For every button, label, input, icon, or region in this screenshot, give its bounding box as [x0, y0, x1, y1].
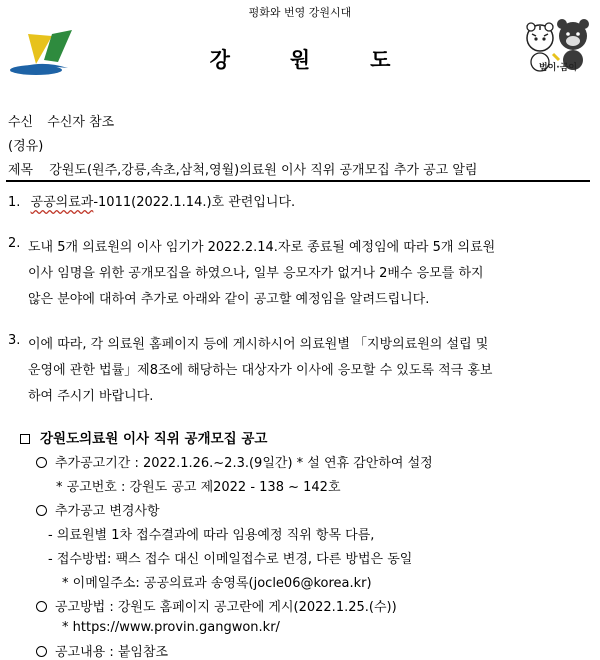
p2-line-1: 도내 5개 의료원의 이사 임기가 2022.2.14.자로 종료될 예정임에 따라 5개 의료원 [28, 240, 496, 255]
p1-department-link: 공공의료과 [30, 195, 94, 210]
subject-label: 제목 [8, 163, 34, 178]
circle-bullet-icon [36, 601, 47, 612]
square-bullet-icon [20, 434, 30, 444]
notice-content-row [36, 641, 168, 660]
p3-line-1: 이에 따라, 각 의료원 홈페이지 등에 게시하시어 의료원별 「지방의료원의 설립 및 [28, 337, 489, 352]
slogan: 평화와 번영 강원시대 [248, 6, 352, 19]
circle-bullet-icon [36, 505, 47, 516]
notice-title: 강원도의료원 이사 직위 공개모집 공고 [40, 431, 268, 447]
notice-period: 추가공고기간 : 2022.1.26.~2.3.(9일간) * 설 연휴 감안하여 설정 [55, 456, 433, 471]
recipient-row [8, 111, 114, 130]
notice-change-2: - 접수방법: 팩스 접수 대신 이메일접수로 변경, 다른 방법은 동일 [48, 552, 413, 567]
paragraph-1 [8, 191, 295, 210]
recipient-value: 수신자 참조 [47, 115, 115, 130]
mascot-caption: 범이·곰이 [538, 63, 578, 73]
notice-change-1: - 의료원별 1차 접수결과에 따라 임용예정 직위 항목 다름, [48, 528, 375, 543]
notice-changes-row [36, 500, 160, 519]
notice-number: * 공고번호 : 강원도 공고 제2022 - 138 ~ 142호 [56, 480, 341, 495]
p1-number: 1. [8, 195, 21, 210]
notice-content: 공고내용 : 붙임참조 [55, 645, 169, 660]
circle-bullet-icon [36, 457, 47, 468]
p2-line-3: 않은 분야에 대하여 추가로 아래와 같이 공고할 예정임을 알려드립니다. [28, 292, 430, 307]
p2-number: 2. [8, 236, 21, 251]
p3-line-2: 운영에 관한 법률」제8조에 해당하는 대상자가 이사에 응모할 수 있도록 적극 홍보 [28, 363, 493, 378]
notice-title-row [20, 427, 267, 447]
p1-text: -1011(2022.1.14.)호 관련입니다. [93, 195, 296, 210]
recipient-label: 수신 [8, 115, 34, 130]
notice-changes: 추가공고 변경사항 [55, 504, 160, 519]
notice-url[interactable]: * https://www.provin.gangwon.kr/ [62, 620, 280, 635]
notice-period-row [36, 452, 433, 471]
p2-line-2: 이사 임명을 위한 공개모집을 하였으나, 일부 응모자가 없거나 2배수 응모를 하지 [28, 266, 484, 281]
via-label: (경유) [8, 139, 44, 154]
p3-line-3: 하여 주시기 바랍니다. [28, 389, 154, 404]
circle-bullet-icon [36, 646, 47, 657]
divider-line [6, 180, 590, 182]
p3-number: 3. [8, 333, 21, 348]
notice-method-row [36, 596, 397, 615]
subject-value: 강원도(원주,강릉,속초,삼척,영월)의료원 이사 직위 공개모집 추가 공고 알림 [49, 163, 478, 178]
notice-email: * 이메일주소: 공공의료과 송영록(jocle06@korea.kr) [62, 576, 372, 591]
org-name: 강원도 [209, 48, 451, 72]
notice-method: 공고방법 : 강원도 홈페이지 공고란에 게시(2022.1.25.(수)) [55, 600, 397, 615]
subject-row [8, 159, 477, 178]
